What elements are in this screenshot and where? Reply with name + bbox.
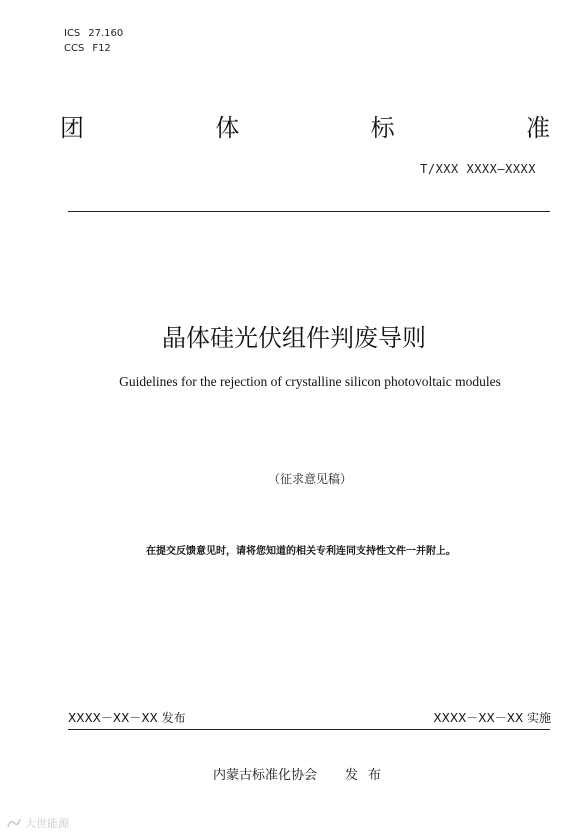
draft-status: （征求意见稿）	[267, 472, 352, 486]
ccs-label: CCS	[64, 43, 85, 54]
publisher-action: 发布	[345, 768, 392, 783]
title-chinese: 晶体硅光伏组件判废导则	[162, 324, 426, 352]
standard-type-char: 团	[60, 114, 84, 142]
watermark-logo-icon	[6, 817, 22, 829]
standard-number: T/XXX XXXX—XXXX	[420, 162, 536, 176]
ccs-line	[64, 43, 111, 55]
bottom-divider	[68, 729, 550, 730]
top-divider	[68, 211, 550, 212]
standard-type-char: 体	[215, 114, 240, 142]
issue-date: XXXX－XX－XX 发布	[68, 711, 186, 725]
watermark	[6, 815, 69, 831]
standard-type-heading	[60, 113, 550, 143]
ics-line	[64, 28, 123, 40]
standard-type-char: 标	[370, 114, 395, 142]
patent-notice: 在提交反馈意见时，请将您知道的相关专利连同支持性文件一并附上。	[146, 546, 456, 557]
title-english: Guidelines for the rejection of crystalline silicon photovoltaic modules	[119, 374, 501, 389]
ics-code: 27.160	[88, 28, 124, 39]
standard-type-char: 准	[525, 114, 550, 142]
effective-date: XXXX－XX－XX 实施	[433, 711, 551, 725]
publisher-line	[213, 768, 391, 784]
ics-label: ICS	[64, 28, 81, 39]
publisher-org: 内蒙古标准化协会	[213, 768, 318, 783]
watermark-text: 大世能源	[25, 817, 69, 830]
ccs-code: F12	[92, 43, 111, 54]
